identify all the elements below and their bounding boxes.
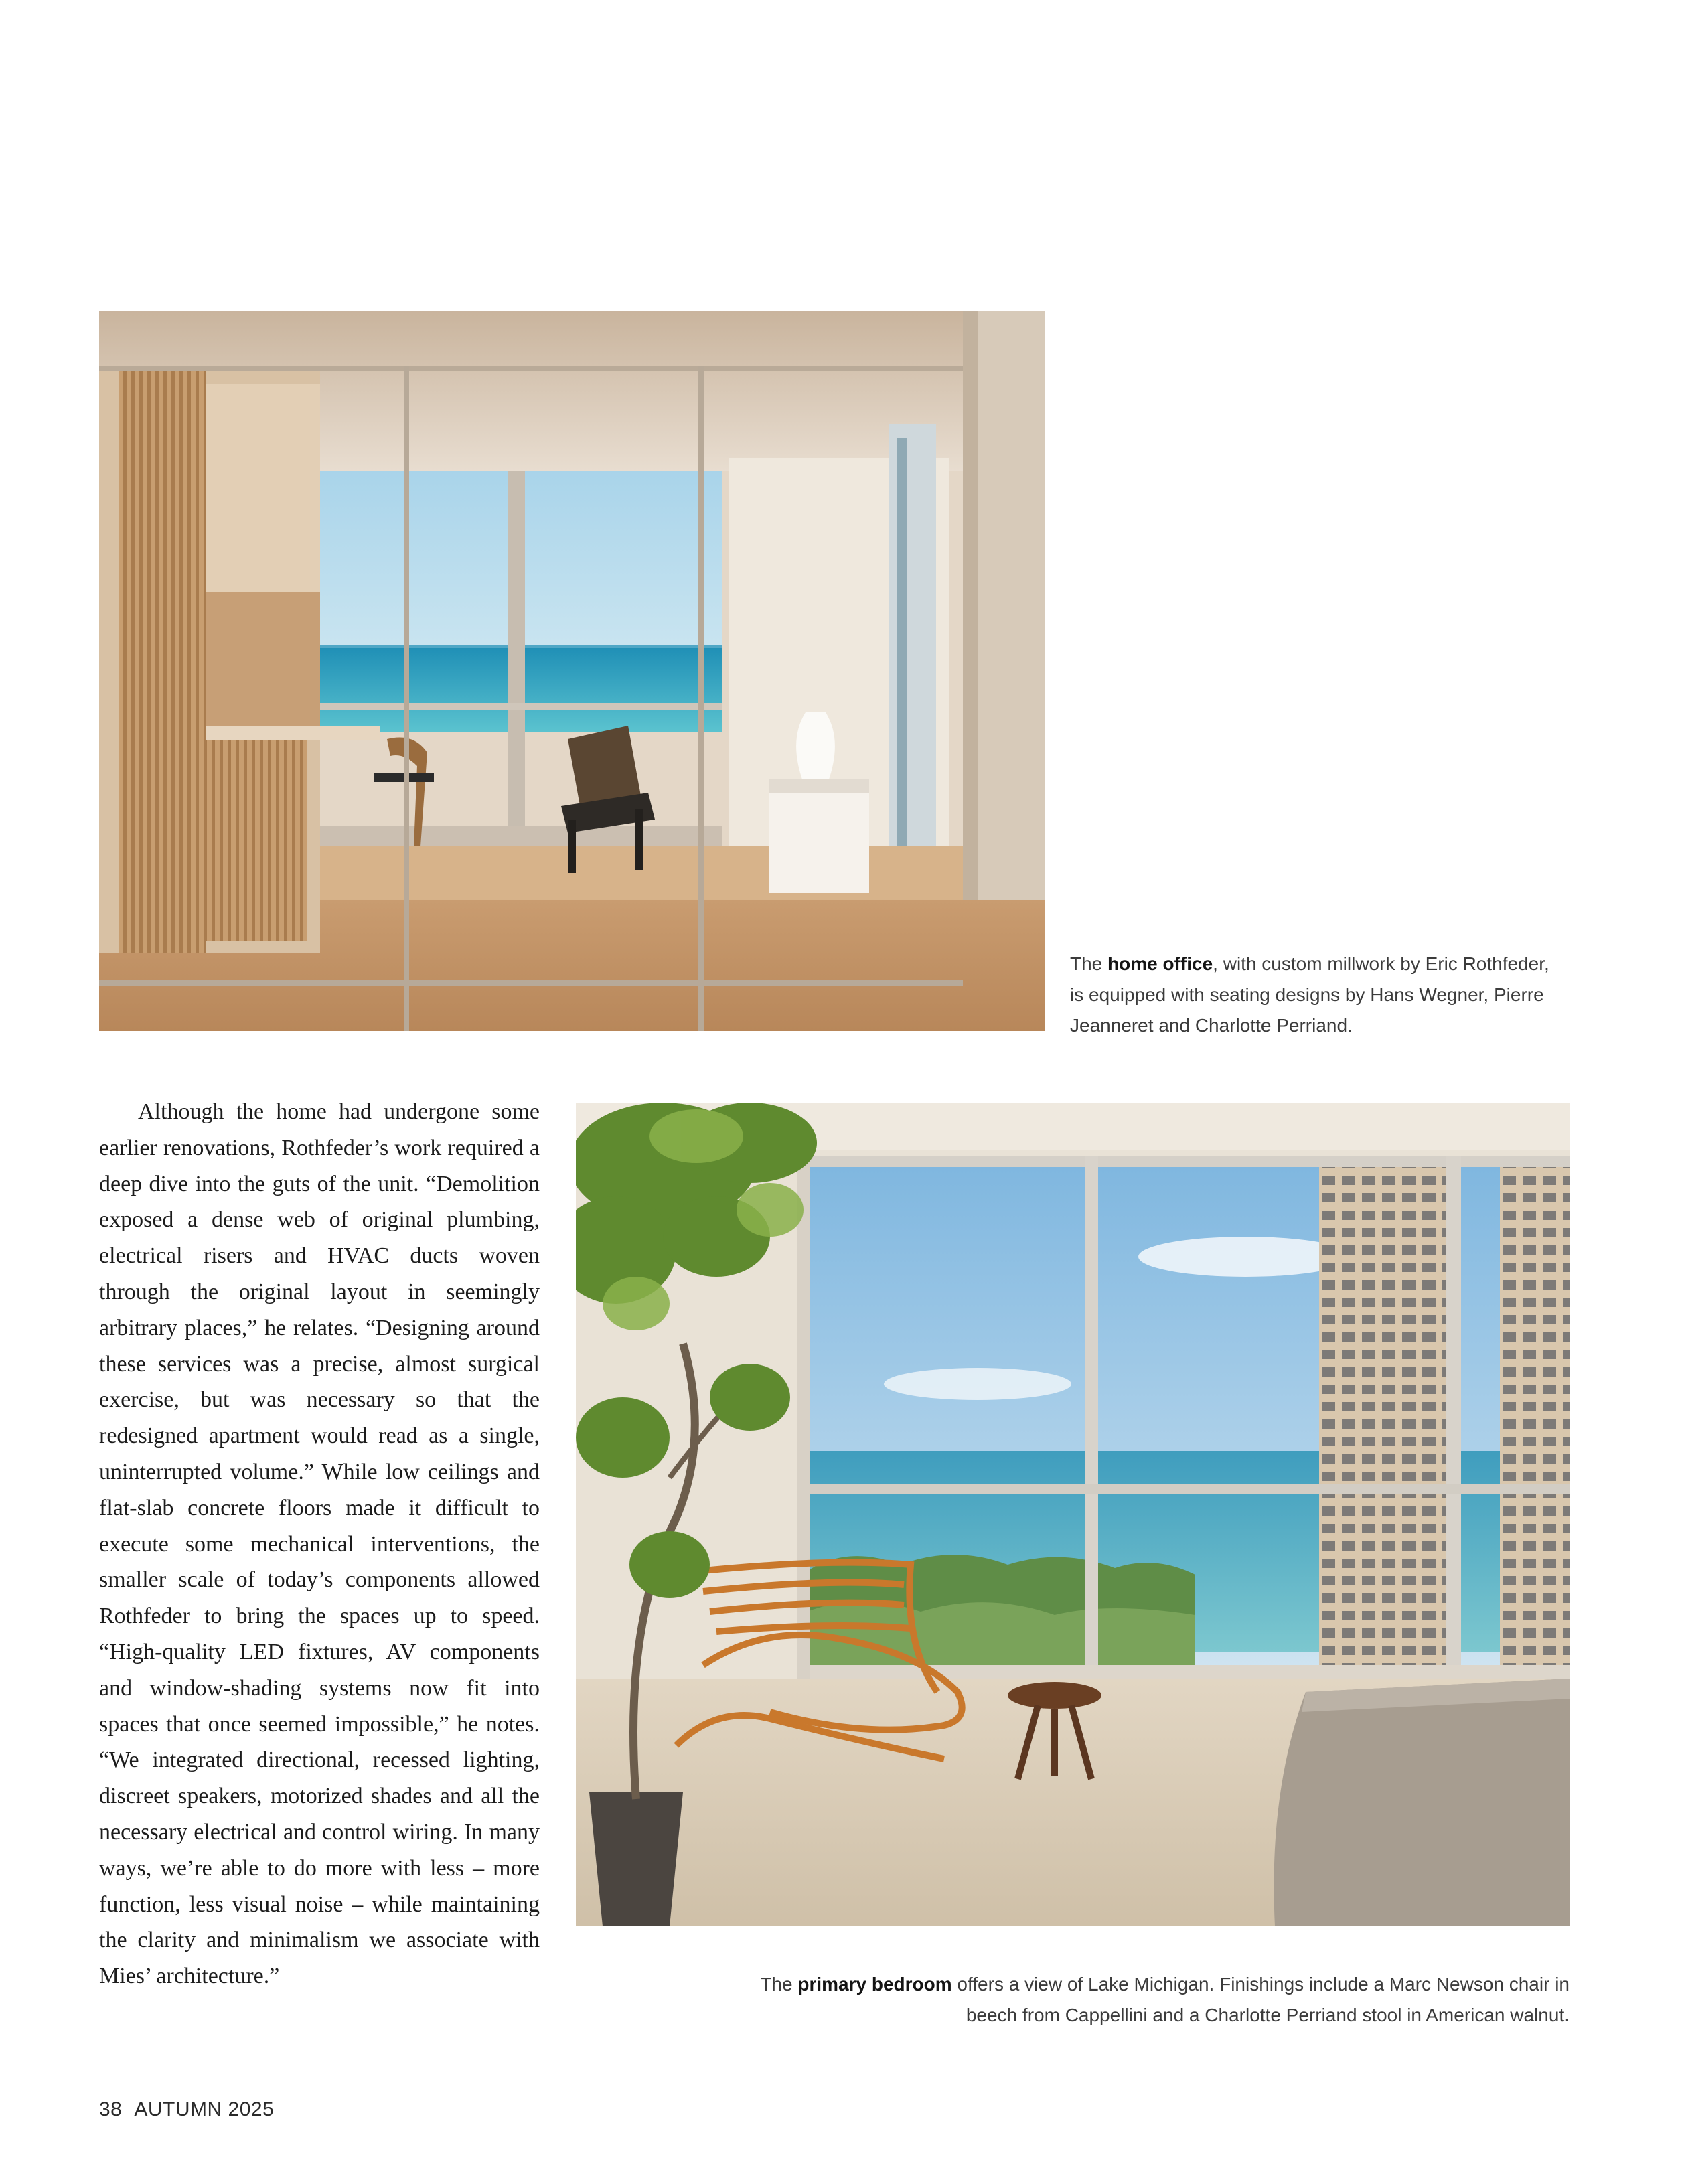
caption-text: offers a view of Lake Michigan. Finishings include a Marc Newson chair in beech from Cappellini and a Charlotte Perriand stool in American walnut. (951, 1974, 1570, 2025)
article-body (99, 1094, 540, 1995)
caption-bold-term: home office (1107, 953, 1213, 974)
caption-bold-term: primary bedroom (797, 1974, 952, 1995)
caption-lead: The (760, 1974, 798, 1995)
primary-bedroom-photo (576, 1103, 1570, 1926)
home-office-illustration (99, 311, 1045, 1031)
caption-text: , with custom millwork by Eric Rothfeder, is equipped with seating designs by Hans Wegner, Pierre Jeanneret and Charlotte Perriand. (1070, 953, 1549, 1036)
page-number: 38 (99, 2098, 123, 2120)
primary-bedroom-caption (737, 1969, 1570, 2031)
primary-bedroom-illustration (576, 1103, 1570, 1926)
home-office-caption (1070, 949, 1552, 1041)
article-paragraph: Although the home had undergone some earlier renovations, Rothfeder’s work required a deep dive into the guts of the unit. “Demolition exposed a dense web of original plumbing, electrical risers and HVAC ducts woven through the original layout in seemingly arbitrary places,” he relates. “Designing around these services was a precise, almost surgical exercise, but was necessary so that the redesigned apartment would read as a single, uninterrupted volume.” While low ceilings and flat-slab concrete floors made it difficult to execute some mechanical interventions, the smaller scale of today’s components allowed Rothfeder to bring the spaces up to speed. “High-quality LED fixtures, AV components and window-shading systems now fit into spaces that once seemed impossible,” he notes. “We integrated directional, recessed lighting, discreet speakers, motorized shades and all the necessary electrical and control wiring. In many ways, we’re able to do more with less – more function, less visual noise – while maintaining the clarity and minimalism we associate with Mies’ architecture.” (99, 1099, 540, 1989)
page-folio (99, 2098, 286, 2121)
issue-label: AUTUMN 2025 (134, 2098, 275, 2120)
home-office-photo (99, 311, 1045, 1031)
caption-lead: The (1070, 953, 1108, 974)
